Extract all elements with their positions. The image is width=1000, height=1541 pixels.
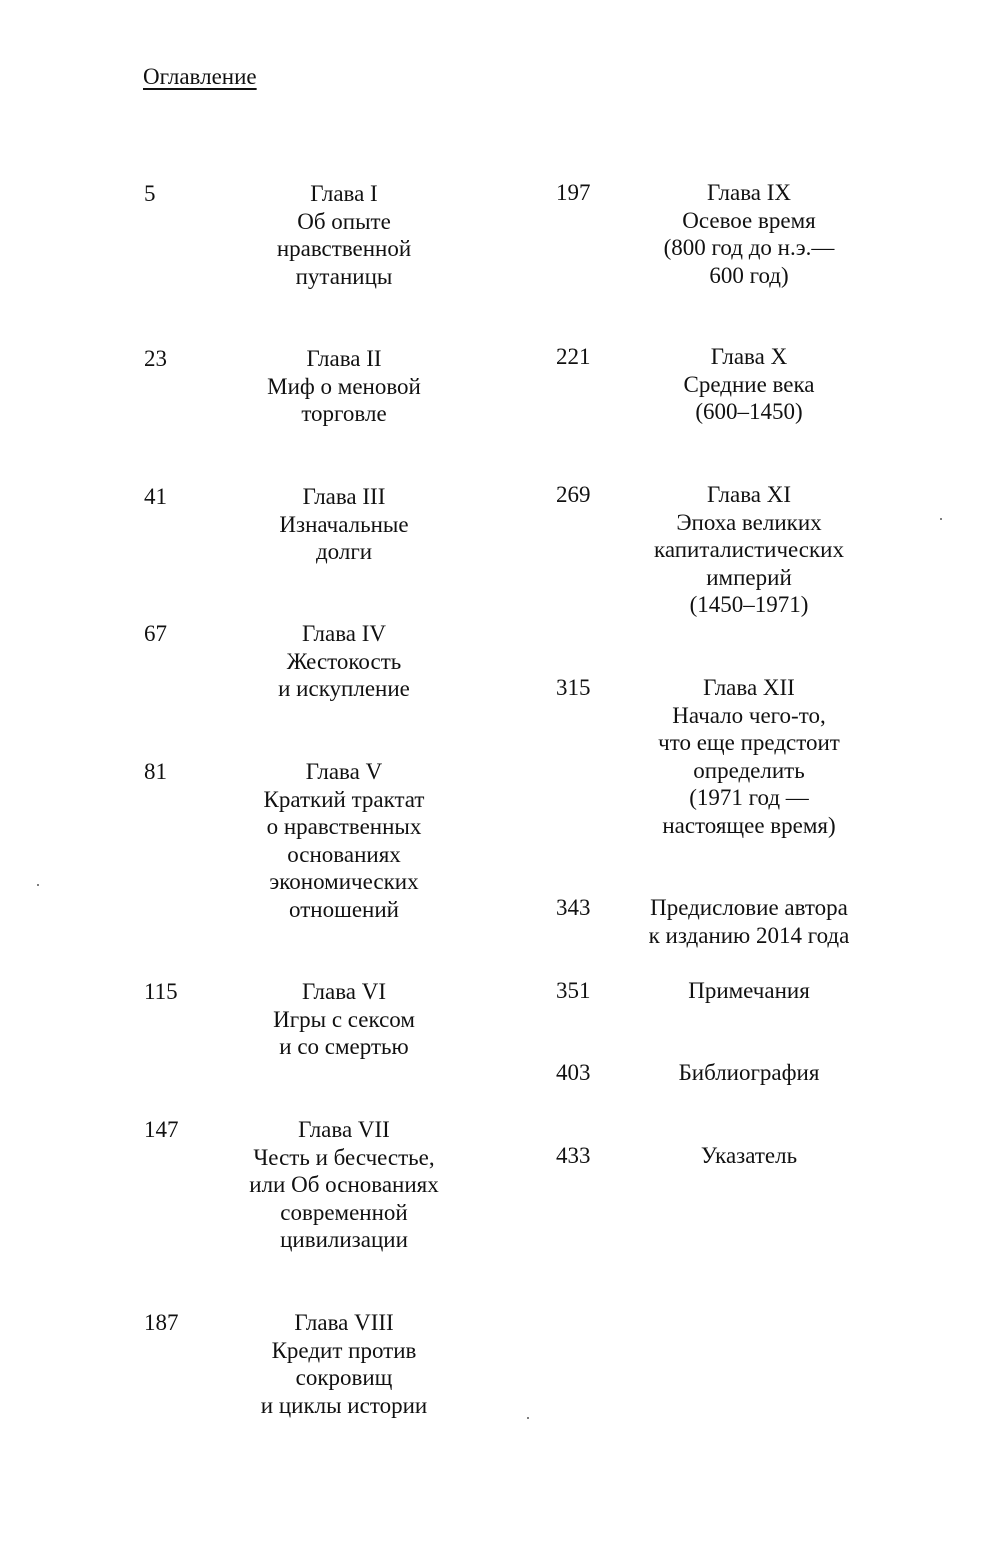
page-number: 5 — [144, 181, 156, 206]
chapter-title: Глава VII Честь и бесчестье, или Об основаниях современной цивилизации — [249, 1117, 439, 1252]
page-title: Оглавление — [143, 64, 257, 89]
page-number: 221 — [556, 344, 591, 369]
chapter-title: Указатель — [700, 1143, 798, 1168]
page-number: 343 — [556, 895, 591, 920]
chapter-title: Глава V Краткий трактат о нравственных основаниях экономических отношений — [263, 759, 425, 922]
chapter-title: Глава IX Осевое время (800 год до н.э.— 600 год) — [663, 180, 835, 288]
page-number: 315 — [556, 675, 591, 700]
page-number: 197 — [556, 180, 591, 205]
scan-speck — [37, 884, 39, 886]
scan-speck — [527, 1417, 529, 1419]
page-number: 187 — [144, 1310, 179, 1335]
chapter-title: Глава X Средние века (600–1450) — [683, 344, 815, 424]
page-number: 81 — [144, 759, 167, 784]
chapter-title: Глава III Изначальные долги — [279, 484, 409, 564]
page-number: 147 — [144, 1117, 179, 1142]
page-number: 67 — [144, 621, 167, 646]
page-number: 351 — [556, 978, 591, 1003]
chapter-title: Глава II Миф о меновой торговле — [267, 346, 421, 426]
chapter-title: Глава XII Начало чего-то, что еще предстоит определить (1971 год — настоящее время) — [658, 675, 840, 838]
chapter-title: Глава VIII Кредит против сокровищ и циклы истории — [260, 1310, 428, 1418]
page-number: 403 — [556, 1060, 591, 1085]
page-number: 433 — [556, 1143, 591, 1168]
chapter-title: Библиография — [678, 1060, 820, 1085]
chapter-title: Предисловие автора к изданию 2014 года — [648, 895, 850, 948]
chapter-title: Глава XI Эпоха великих капиталистических империй (1450–1971) — [654, 482, 844, 617]
scan-speck — [940, 518, 942, 520]
chapter-title: Примечания — [688, 978, 810, 1003]
page-number: 41 — [144, 484, 167, 509]
page-number: 269 — [556, 482, 591, 507]
chapter-title: Глава I Об опыте нравственной путаницы — [276, 181, 412, 289]
chapter-title: Глава VI Игры с сексом и со смертью — [273, 979, 415, 1059]
chapter-title: Глава IV Жестокость и искупление — [278, 621, 410, 701]
page-number: 115 — [144, 979, 178, 1004]
page-number: 23 — [144, 346, 167, 371]
